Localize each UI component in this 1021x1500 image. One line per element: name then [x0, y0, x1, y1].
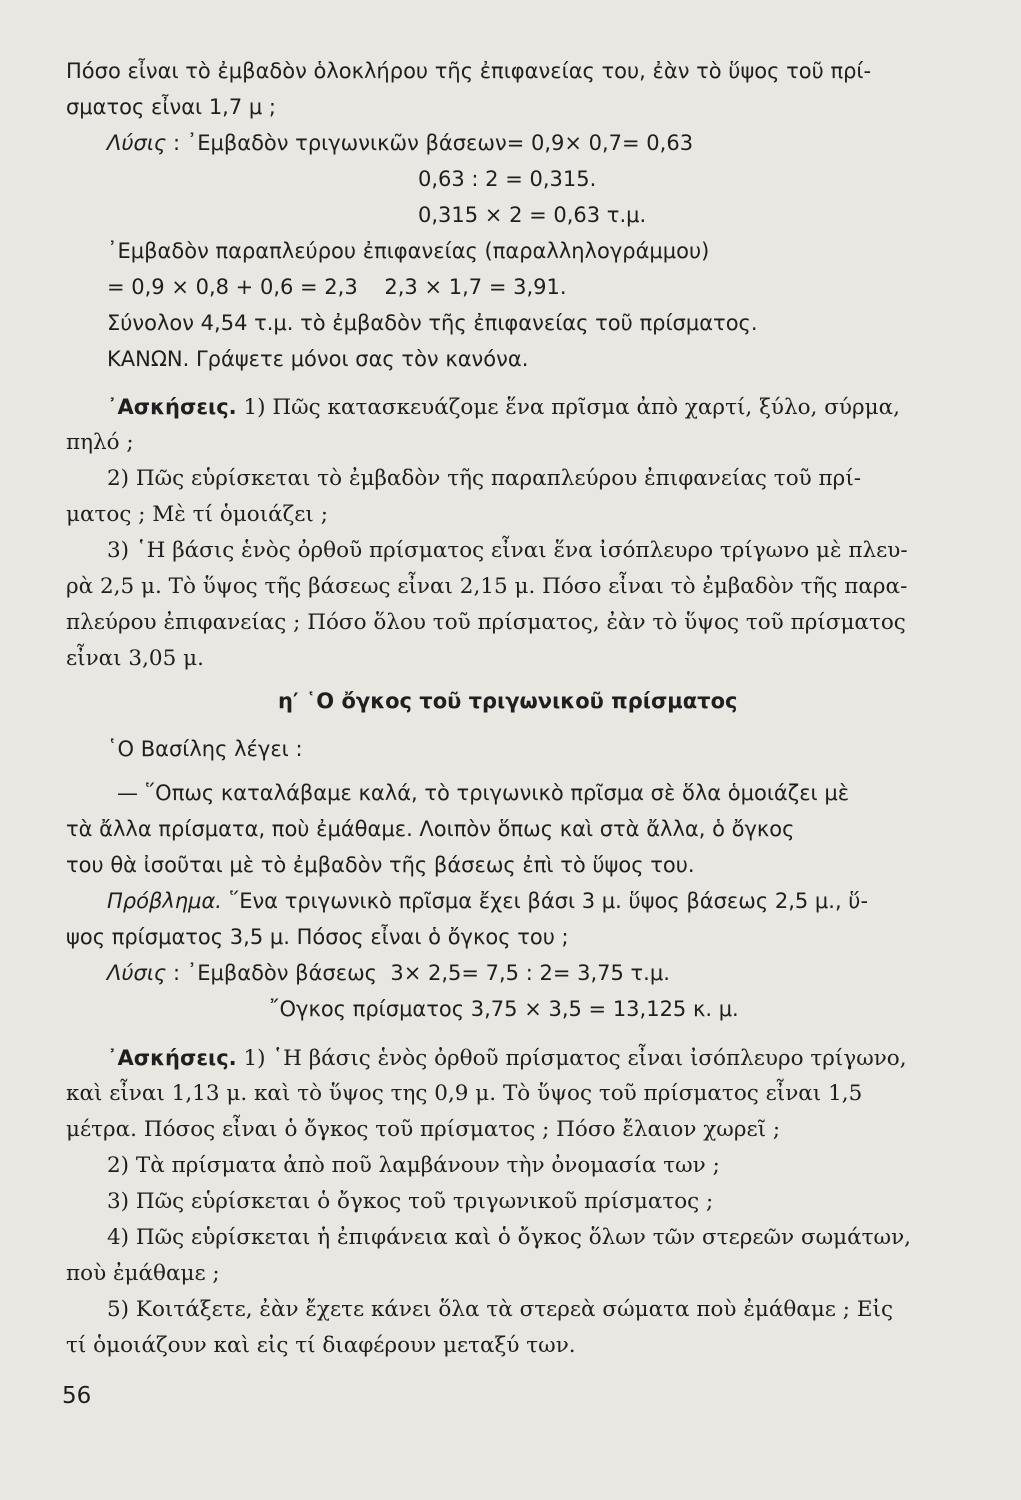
exercise-line: εἶναι 3,05 μ. — [66, 646, 204, 671]
rule-line: ΚΑΝΩΝ. Γράψετε μόνοι σας τὸν κανόνα. — [107, 347, 529, 371]
text-line: ῾Ο Βασίλης λέγει : — [107, 737, 303, 761]
exercise-line: 5) Κοιτάξετε, ἐὰν ἔχετε κάνει ὅλα τὰ στερεὰ σώματα ποὺ ἐμάθαμε ; Εἰς — [107, 1297, 894, 1322]
text-line: Σύνολον 4,54 τ.μ. τὸ ἐμβαδὸν τῆς ἐπιφανείας τοῦ πρίσματος. — [107, 311, 758, 335]
exercise-line: 2) Πῶς εὑρίσκεται τὸ ἐμβαδὸν τῆς παραπλεύρου ἐπιφανείας τοῦ πρί- — [107, 466, 862, 491]
text-line: του θὰ ἰσοῦται μὲ τὸ ἐμβαδὸν τῆς βάσεως ἐπὶ τὸ ὕψος του. — [66, 853, 695, 877]
exercises-label: ᾿Ασκήσεις. — [107, 395, 237, 419]
exercise-line: ᾿Ασκήσεις. 1) Πῶς κατασκευάζομε ἕνα πρῖσμα ἀπὸ χαρτί, ξύλο, σύρμα, — [107, 395, 900, 420]
problem-label: Πρόβλημα. — [107, 889, 222, 913]
exercise-line: πλεύρου ἐπιφανείας ; Πόσο ὅλου τοῦ πρίσματος, ἐὰν τὸ ὕψος τοῦ πρίσματος — [66, 610, 906, 635]
solution-line: Λύσις : ᾿Εμβαδὸν τριγωνικῶν βάσεων= 0,9× 0,7= 0,63 — [107, 131, 694, 155]
page-number: 56 — [62, 1383, 92, 1409]
solution-line: Λύσις : ᾿Εμβαδὸν βάσεως 3× 2,5= 7,5 : 2= 3,75 τ.μ. — [107, 961, 670, 985]
exercise-line: 2) Τὰ πρίσματα ἀπὸ ποῦ λαμβάνουν τὴν ὀνομασία των ; — [107, 1153, 720, 1178]
text-line: ᾿Εμβαδὸν παραπλεύρου ἐπιφανείας (παραλληλογράμμου) — [107, 239, 710, 263]
calc-line: 0,63 : 2 = 0,315. — [418, 167, 597, 191]
exercise-line: 3) ῾Η βάσις ἑνὸς ὀρθοῦ πρίσματος εἶναι ἕνα ἰσόπλευρο τρίγωνο μὲ πλευ- — [107, 538, 908, 563]
section-heading: η′ ῾Ο ὄγκος τοῦ τριγωνικοῦ πρίσματος — [278, 689, 738, 713]
exercise-line: καὶ εἶναι 1,13 μ. καὶ τὸ ὕψος της 0,9 μ. Τὸ ὕψος τοῦ πρίσματος εἶναι 1,5 — [66, 1081, 863, 1106]
calc-line: = 0,9 × 0,8 + 0,6 = 2,3 2,3 × 1,7 = 3,91. — [107, 275, 567, 299]
text-line: τὰ ἄλλα πρίσματα, ποὺ ἐμάθαμε. Λοιπὸν ὅπως καὶ στὰ ἄλλα, ὁ ὄγκος — [66, 817, 795, 841]
exercise-line: μέτρα. Πόσος εἶναι ὁ ὄγκος τοῦ πρίσματος ; Πόσο ἔλαιον χωρεῖ ; — [66, 1117, 781, 1142]
exercise-line: ρὰ 2,5 μ. Τὸ ὕψος τῆς βάσεως εἶναι 2,15 μ. Πόσο εἶναι τὸ ἐμβαδὸν τῆς παρα- — [66, 574, 908, 599]
exercise-line: ποὺ ἐμάθαμε ; — [66, 1261, 220, 1286]
exercise-line: τί ὁμοιάζουν καὶ εἰς τί διαφέρουν μεταξύ των. — [66, 1333, 576, 1358]
exercise-line: 4) Πῶς εὑρίσκεται ἡ ἐπιφάνεια καὶ ὁ ὄγκος ὅλων τῶν στερεῶν σωμάτων, — [107, 1225, 911, 1250]
solution-label: Λύσις — [107, 131, 167, 155]
problem-line: Πρόβλημα. ῞Ενα τριγωνικὸ πρῖσμα ἔχει βάσι 3 μ. ὕψος βάσεως 2,5 μ., ὕ- — [107, 889, 869, 913]
exercise-line: 3) Πῶς εὑρίσκεται ὁ ὄγκος τοῦ τριγωνικοῦ πρίσματος ; — [107, 1189, 714, 1214]
problem-line: ψος πρίσματος 3,5 μ. Πόσος εἶναι ὁ ὄγκος του ; — [66, 925, 569, 949]
exercise-line: ματος ; Μὲ τί ὁμοιάζει ; — [66, 502, 328, 527]
calc-line: 0,315 × 2 = 0,63 τ.μ. — [418, 203, 647, 227]
text-line: — ῞Οπως καταλάβαμε καλά, τὸ τριγωνικὸ πρῖσμα σὲ ὅλα ὁμοιάζει μὲ — [117, 781, 850, 805]
exercises-label: ᾿Ασκήσεις. — [107, 1046, 237, 1070]
text-line: σματος εἶναι 1,7 μ ; — [66, 95, 276, 119]
calc-line: ῎Ογκος πρίσματος 3,75 × 3,5 = 13,125 κ. μ. — [269, 997, 739, 1021]
exercise-line: ᾿Ασκήσεις. 1) ῾Η βάσις ἑνὸς ὀρθοῦ πρίσματος εἶναι ἰσόπλευρο τρίγωνο, — [107, 1046, 907, 1071]
text-line: Πόσο εἶναι τὸ ἐμβαδὸν ὁλοκλήρου τῆς ἐπιφανείας του, ἐὰν τὸ ὕψος τοῦ πρί- — [66, 59, 872, 83]
solution-label: Λύσις — [107, 961, 167, 985]
exercise-line: πηλό ; — [66, 430, 134, 455]
